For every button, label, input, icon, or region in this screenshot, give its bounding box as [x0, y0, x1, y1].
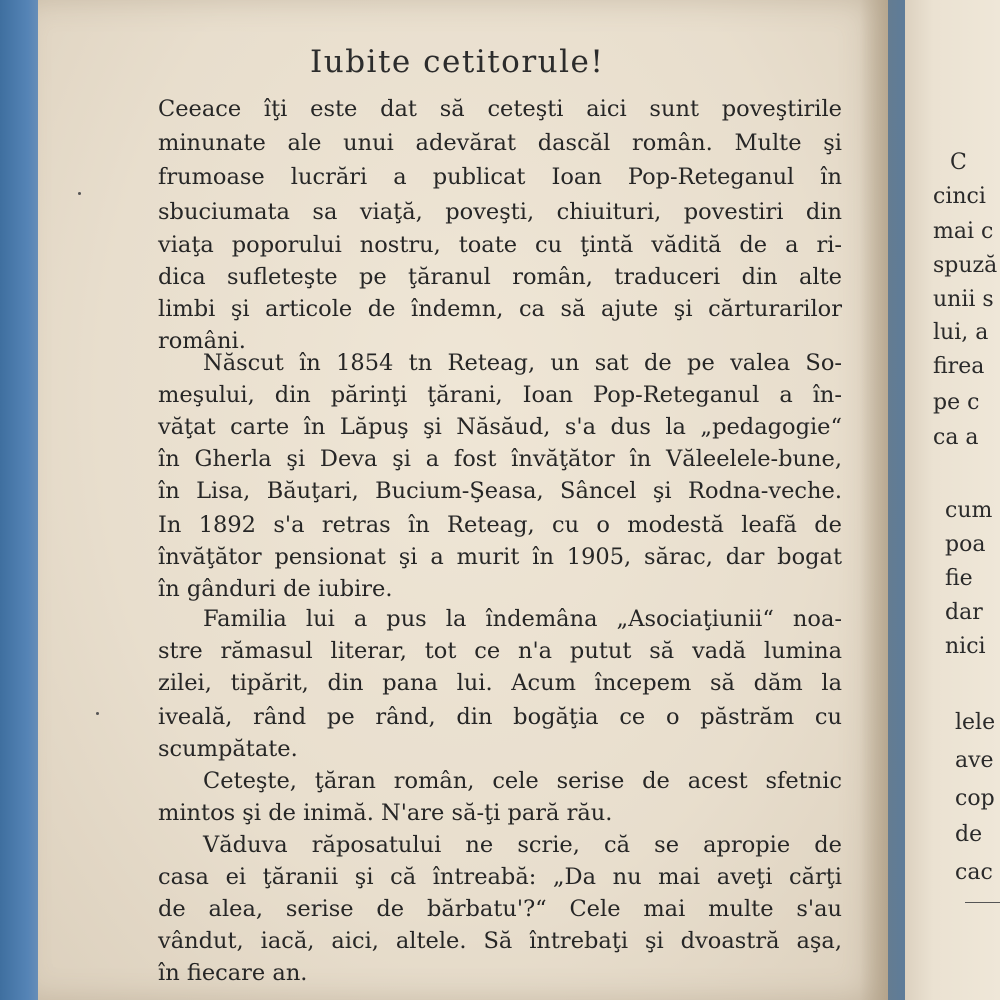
right-page-fragment: C [950, 150, 967, 175]
text-line: limbi şi articole de îndemn, ca să ajute şi cărturarilor [158, 296, 842, 322]
text-line: mintos şi de inimă. N'are să-ţi pară rău. [158, 800, 613, 826]
text-line: Născut în 1854 tn Reteag, un sat de pe valea So- [203, 350, 842, 376]
right-page-fragment: cum [945, 498, 993, 523]
right-page [905, 0, 1000, 1000]
right-page-fragment: spuză [933, 253, 998, 278]
right-page-fragment: dar [945, 600, 983, 625]
right-page-fragment: cinci [933, 184, 986, 209]
text-line: în Gherla şi Deva şi a fost învăţător în Văleelele-bune, [158, 446, 842, 472]
text-line: învăţător pensionat şi a murit în 1905, sărac, dar bogat [158, 544, 842, 570]
text-line: Ceteşte, ţăran român, cele serise de acest sfetnic [203, 768, 842, 794]
text-line: vândut, iacă, aici, altele. Să întrebaţi şi dvoastră aşa, [158, 928, 842, 954]
left-page [38, 0, 888, 1000]
text-line: în gânduri de iubire. [158, 576, 393, 602]
text-line: viaţa poporului nostru, toate cu ţintă vădită de a ri- [158, 232, 842, 258]
text-line: dica sufleteşte pe ţăranul român, traduceri din alte [158, 264, 842, 290]
right-page-fragment: poa [945, 532, 986, 557]
right-page-fragment: de [955, 822, 983, 847]
text-line: frumoase lucrări a publicat Ioan Pop-Reteganul în [158, 164, 842, 190]
right-page-fragment: mai c [933, 219, 994, 244]
text-line: minunate ale unui adevărat dascăl român. Multe şi [158, 130, 842, 156]
print-speck [78, 192, 81, 195]
text-line: meşului, din părinţi ţărani, Ioan Pop-Reteganul a în- [158, 382, 842, 408]
text-line: scumpătate. [158, 736, 298, 762]
right-page-fragment: ave [955, 748, 994, 773]
text-line: casa ei ţăranii şi că întreabă: „Da nu mai aveţi cărţi [158, 864, 842, 890]
right-page-fragment: cac [955, 860, 993, 885]
right-page-fragment: unii s [933, 287, 994, 312]
text-line: văţat carte în Lăpuş şi Năsăud, s'a dus la „pedagogie“ [158, 414, 842, 440]
page-title: Iubite cetitorule! [310, 44, 605, 80]
right-page-fragment: firea [933, 354, 985, 379]
text-line: iveală, rând pe rând, din bogăţia ce o păstrăm cu [158, 704, 842, 730]
text-line: români. [158, 328, 246, 354]
right-page-fragment: pe c [933, 390, 980, 415]
right-page-fragment: nici [945, 634, 986, 659]
text-line: în fiecare an. [158, 960, 308, 986]
text-line: In 1892 s'a retras în Reteag, cu o modestă leafă de [158, 512, 842, 538]
text-line: Ceeace îţi este dat să ceteşti aici sunt poveştirile [158, 96, 842, 122]
text-line: stre rămasul literar, tot ce n'a putut să vadă lumina [158, 638, 842, 664]
right-page-rule [965, 902, 1000, 903]
blue-cover-edge [0, 0, 40, 1000]
text-line: zilei, tipărit, din pana lui. Acum începem să dăm la [158, 670, 842, 696]
right-page-fragment: lui, a [933, 320, 989, 345]
right-page-fragment: lele [955, 710, 996, 735]
text-line: de alea, serise de bărbatu'?“ Cele mai multe s'au [158, 896, 842, 922]
print-speck [96, 712, 99, 715]
text-line: Familia lui a pus la îndemâna „Asociaţiunii“ noa- [203, 606, 842, 632]
right-page-fragment: fie [945, 566, 973, 591]
text-line: în Lisa, Băuţari, Bucium-Şeasa, Sâncel şi Rodna-veche. [158, 478, 842, 504]
right-page-fragment: ca a [933, 425, 979, 450]
right-page-fragment: cop [955, 786, 995, 811]
text-line: Văduva răposatului ne scrie, că se apropie de [203, 832, 842, 858]
text-line: sbuciumata sa viaţă, poveşti, chiuituri, povestiri din [158, 199, 842, 225]
